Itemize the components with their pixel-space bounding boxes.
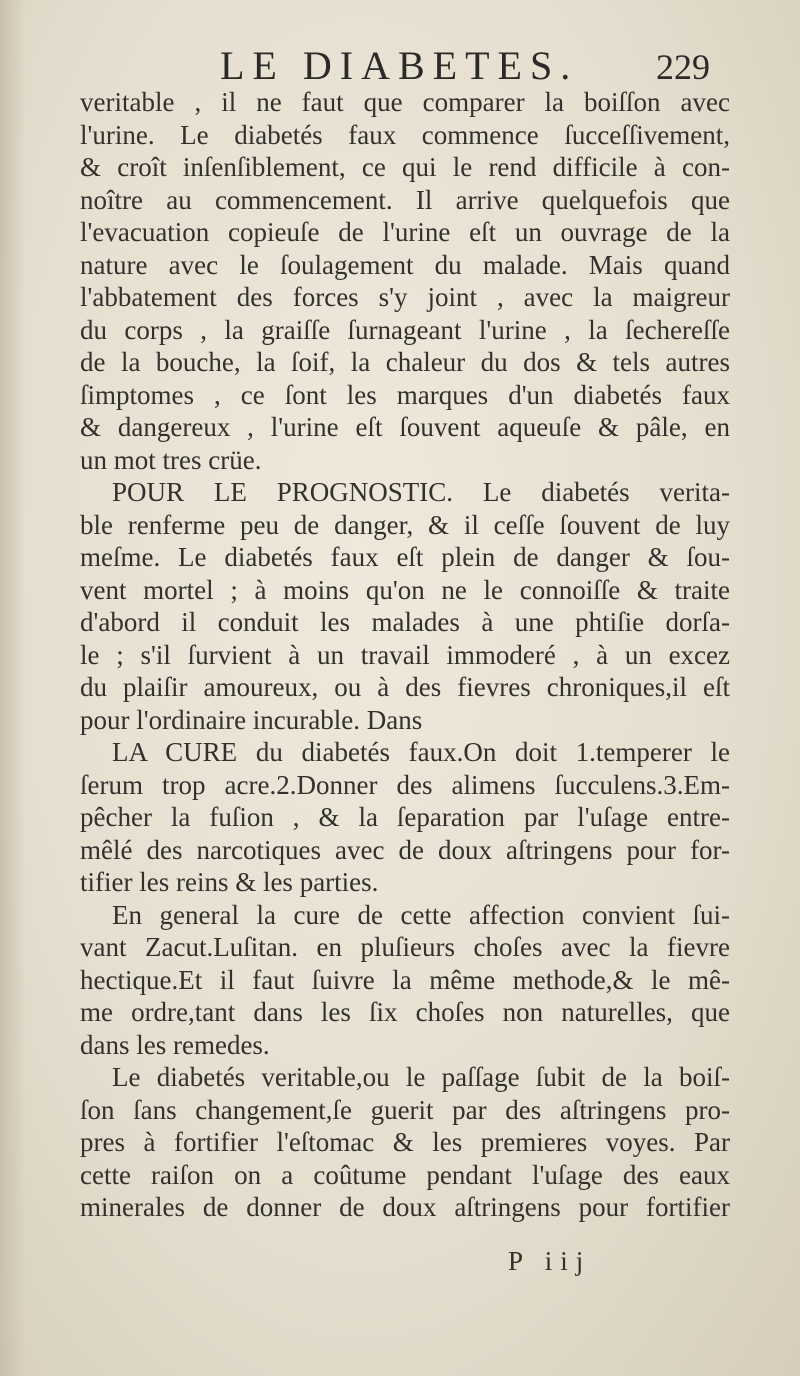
text-line: l'evacuation copieuſe de l'urine eſt un ouvrage de la xyxy=(80,217,730,247)
text-line: tifier les reins & les parties. xyxy=(80,867,379,897)
text-line: me ordre,tant dans les ſix choſes non naturelles, que xyxy=(80,997,730,1027)
text-line: meſme. Le diabetés faux eſt plein de danger & ſou- xyxy=(80,542,730,572)
text-line: de la bouche, la ſoif, la chaleur du dos & tels autres xyxy=(80,347,730,377)
text-line: l'urine. Le diabetés faux commence ſucceſſivement, xyxy=(80,119,730,150)
body-text xyxy=(80,86,730,1224)
text-line: ſimptomes , ce ſont les marques d'un diabetés faux xyxy=(80,379,730,410)
page-header xyxy=(60,42,722,92)
text-line: l'abbatement des forces s'y joint , avec la maigreur xyxy=(80,282,730,312)
text-line: dans les remedes. xyxy=(80,1029,270,1060)
text-line: pres à fortifier l'eſtomac & les premieres voyes. Par xyxy=(80,1127,730,1157)
text-line: d'abord il conduit les malades à une phtiſie dorſa- xyxy=(80,607,730,637)
section-heading-line-prognostic: POUR LE PROGNOSTIC. Le diabetés verita- xyxy=(112,477,730,507)
text-line: hectique.Et il faut ſuivre la même methode,& le mê- xyxy=(80,964,730,995)
text-line: ſerum trop acre.2.Donner des alimens ſucculens.3.Em- xyxy=(80,769,730,800)
section-heading-line-cure: LA CURE du diabetés faux.On doit 1.temperer le xyxy=(112,737,730,767)
text-line: Le diabetés veritable,ou le paſſage ſubit de la boiſ- xyxy=(112,1062,730,1092)
text-line: du plaiſir amoureux, ou à des fievres chroniques,il eſt xyxy=(80,672,730,702)
text-line: mêlé des narcotiques avec de doux aſtringens pour for- xyxy=(80,834,730,865)
text-line: cette raiſon on a coûtume pendant l'uſage des eaux xyxy=(80,1159,730,1190)
text-line: minerales de donner de doux aſtringens pour fortifier xyxy=(80,1192,730,1222)
text-line: En general la cure de cette affection convient ſui- xyxy=(112,899,730,930)
text-line: pour l'ordinaire incurable. Dans xyxy=(80,704,423,735)
text-line: nature avec le ſoulagement du malade. Mais quand xyxy=(80,249,730,280)
text-line: du corps , la graiſſe ſurnageant l'urine , la ſechereſſe xyxy=(80,314,730,345)
running-title: LE DIABETES. xyxy=(220,43,579,88)
text-line: noître au commencement. Il arrive quelquefois que xyxy=(80,184,730,215)
text-line: & croît inſenſiblement, ce qui le rend difficile à con- xyxy=(80,152,730,182)
page-number: 229 xyxy=(656,47,710,87)
page-gutter-shadow xyxy=(0,0,26,1376)
text-line: & dangereux , l'urine eſt ſouvent aqueuſe & pâle, en xyxy=(80,412,730,442)
text-line: vant Zacut.Luſitan. en pluſieurs choſes avec la fievre xyxy=(80,932,730,962)
text-line: un mot tres crüe. xyxy=(80,444,262,475)
text-line: le ; s'il ſurvient à un travail immoderé , à un excez xyxy=(80,639,730,670)
text-line: ſon ſans changement,ſe guerit par des aſtringens pro- xyxy=(80,1094,730,1125)
text-line: ble renferme peu de danger, & il ceſſe ſouvent de luy xyxy=(80,509,730,540)
text-line: vent mortel ; à moins qu'on ne le connoiſſe & traite xyxy=(80,574,730,605)
text-line: pêcher la fuſion , & la ſeparation par l'uſage entre- xyxy=(80,802,730,832)
signature-mark: P iij xyxy=(508,1246,592,1276)
text-line: veritable , il ne faut que comparer la boiſſon avec xyxy=(80,87,730,117)
